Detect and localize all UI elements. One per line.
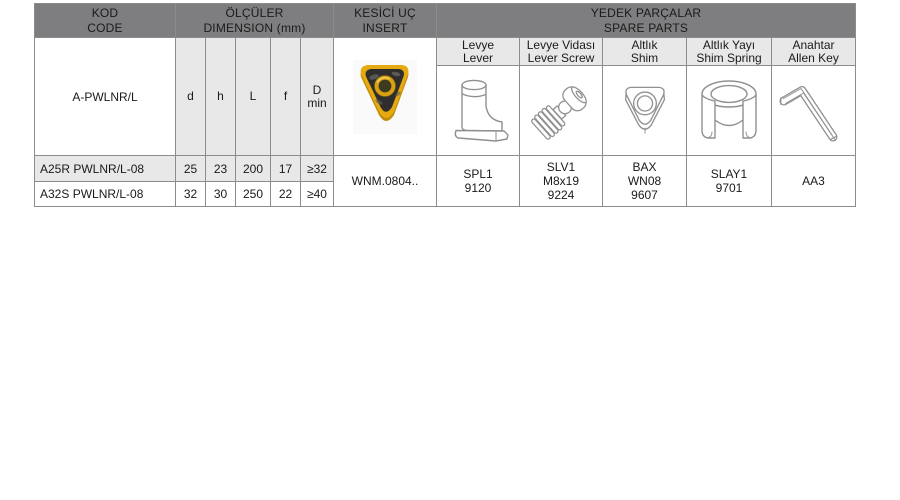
spare-col-shim-en: Shim: [630, 50, 659, 65]
col-header-dimensions-tr: ÖLÇÜLER: [225, 5, 284, 20]
col-header-spare-parts-en: SPARE PARTS: [603, 20, 689, 35]
spare-value-allen-key: [772, 156, 856, 207]
row-f: 17: [271, 156, 301, 182]
dim-col-dmin-line1: D: [312, 82, 322, 97]
row-dmin: ≥40: [301, 182, 334, 207]
spare-value-lever-screw-line2: M8x19: [542, 174, 580, 188]
row-f: 22: [271, 182, 301, 207]
col-header-spare-parts: [437, 4, 856, 38]
spare-col-shim-tr: Altlık: [631, 37, 658, 52]
tool-code: A-PWLNR/L: [35, 38, 176, 156]
row-code: A25R PWLNR/L-08: [35, 156, 176, 182]
shim-image-cell: [603, 66, 687, 156]
allen-key-image-cell: [772, 66, 856, 156]
spare-value-lever-line2: 9120: [464, 181, 492, 195]
row-h: 23: [206, 156, 236, 182]
row-h: 30: [206, 182, 236, 207]
col-header-dimensions: [176, 4, 334, 38]
spare-col-shim: [603, 38, 687, 66]
spare-col-lever-en: Lever: [462, 50, 494, 65]
row-L: 250: [236, 182, 271, 207]
spare-col-lever-tr: Levye: [461, 37, 495, 52]
spare-col-allen-key-tr: Anahtar: [792, 37, 835, 52]
shim-spring-icon: [687, 66, 771, 155]
col-header-code-en: CODE: [87, 20, 123, 35]
spare-col-lever-screw: [520, 38, 603, 66]
table-row-a25r: [35, 156, 856, 182]
allen-key-icon: [772, 66, 855, 155]
spare-value-allen-key-line1: AA3: [802, 174, 825, 188]
spare-col-shim-spring-en: Shim Spring: [696, 50, 762, 65]
lever-image-cell: [437, 66, 520, 156]
spare-col-allen-key-en: Allen Key: [788, 50, 839, 65]
col-header-insert-en: INSERT: [362, 20, 408, 35]
spare-col-lever: [437, 38, 520, 66]
col-header-dimensions-en: DIMENSION (mm): [203, 20, 306, 35]
spare-col-lever-screw-tr: Levye Vidası: [526, 37, 596, 52]
wnmg-insert-photo: [334, 60, 436, 134]
spare-value-shim: [603, 156, 687, 207]
spare-value-shim-spring-line2: 9701: [715, 181, 743, 195]
spare-col-shim-spring: [687, 38, 772, 66]
row-d: 32: [176, 182, 206, 207]
spare-value-shim-spring: [687, 156, 772, 207]
insert-photo-svg: [353, 60, 417, 134]
spare-value-shim-line1: BAX: [632, 160, 657, 174]
lever-screw-image-cell: [520, 66, 603, 156]
row-L: 200: [236, 156, 271, 182]
row-d: 25: [176, 156, 206, 182]
insert-code: WNM.0804..: [334, 156, 437, 207]
dim-col-dmin: [301, 38, 334, 156]
spare-value-lever-line1: SPL1: [463, 167, 493, 181]
spare-value-lever-screw-line1: SLV1: [546, 160, 576, 174]
dim-col-L: L: [236, 38, 271, 156]
col-header-insert-tr: KESİCİ UÇ: [354, 5, 416, 20]
spare-value-lever-screw: [520, 156, 603, 207]
col-header-insert: [334, 4, 437, 38]
spare-value-lever-screw-line3: 9224: [547, 188, 575, 202]
col-header-code: [35, 4, 176, 38]
col-header-code-tr: KOD: [91, 5, 119, 20]
spare-value-shim-line3: 9607: [631, 188, 658, 202]
dim-col-f: f: [271, 38, 301, 156]
dim-col-dmin-line2: min: [307, 95, 327, 110]
dim-col-h: h: [206, 38, 236, 156]
sub-header-row: [35, 38, 856, 66]
tool-spec-table: [34, 3, 856, 207]
spare-value-shim-line2: WN08: [627, 174, 662, 188]
spare-col-allen-key: [772, 38, 856, 66]
row-dmin: ≥32: [301, 156, 334, 182]
shim-spring-image-cell: [687, 66, 772, 156]
main-header-row: [35, 4, 856, 38]
insert-image-cell: [334, 38, 437, 156]
spare-value-shim-spring-line1: SLAY1: [710, 167, 748, 181]
spare-col-lever-screw-en: Lever Screw: [527, 50, 595, 65]
row-code: A32S PWLNR/L-08: [35, 182, 176, 207]
lever-screw-icon: [520, 66, 602, 155]
col-header-spare-parts-tr: YEDEK PARÇALAR: [590, 5, 702, 20]
dim-col-d: d: [176, 38, 206, 156]
spare-value-lever: [437, 156, 520, 207]
shim-icon: [603, 66, 686, 155]
lever-icon: [437, 66, 519, 155]
spare-col-shim-spring-tr: Altlık Yayı: [702, 37, 756, 52]
